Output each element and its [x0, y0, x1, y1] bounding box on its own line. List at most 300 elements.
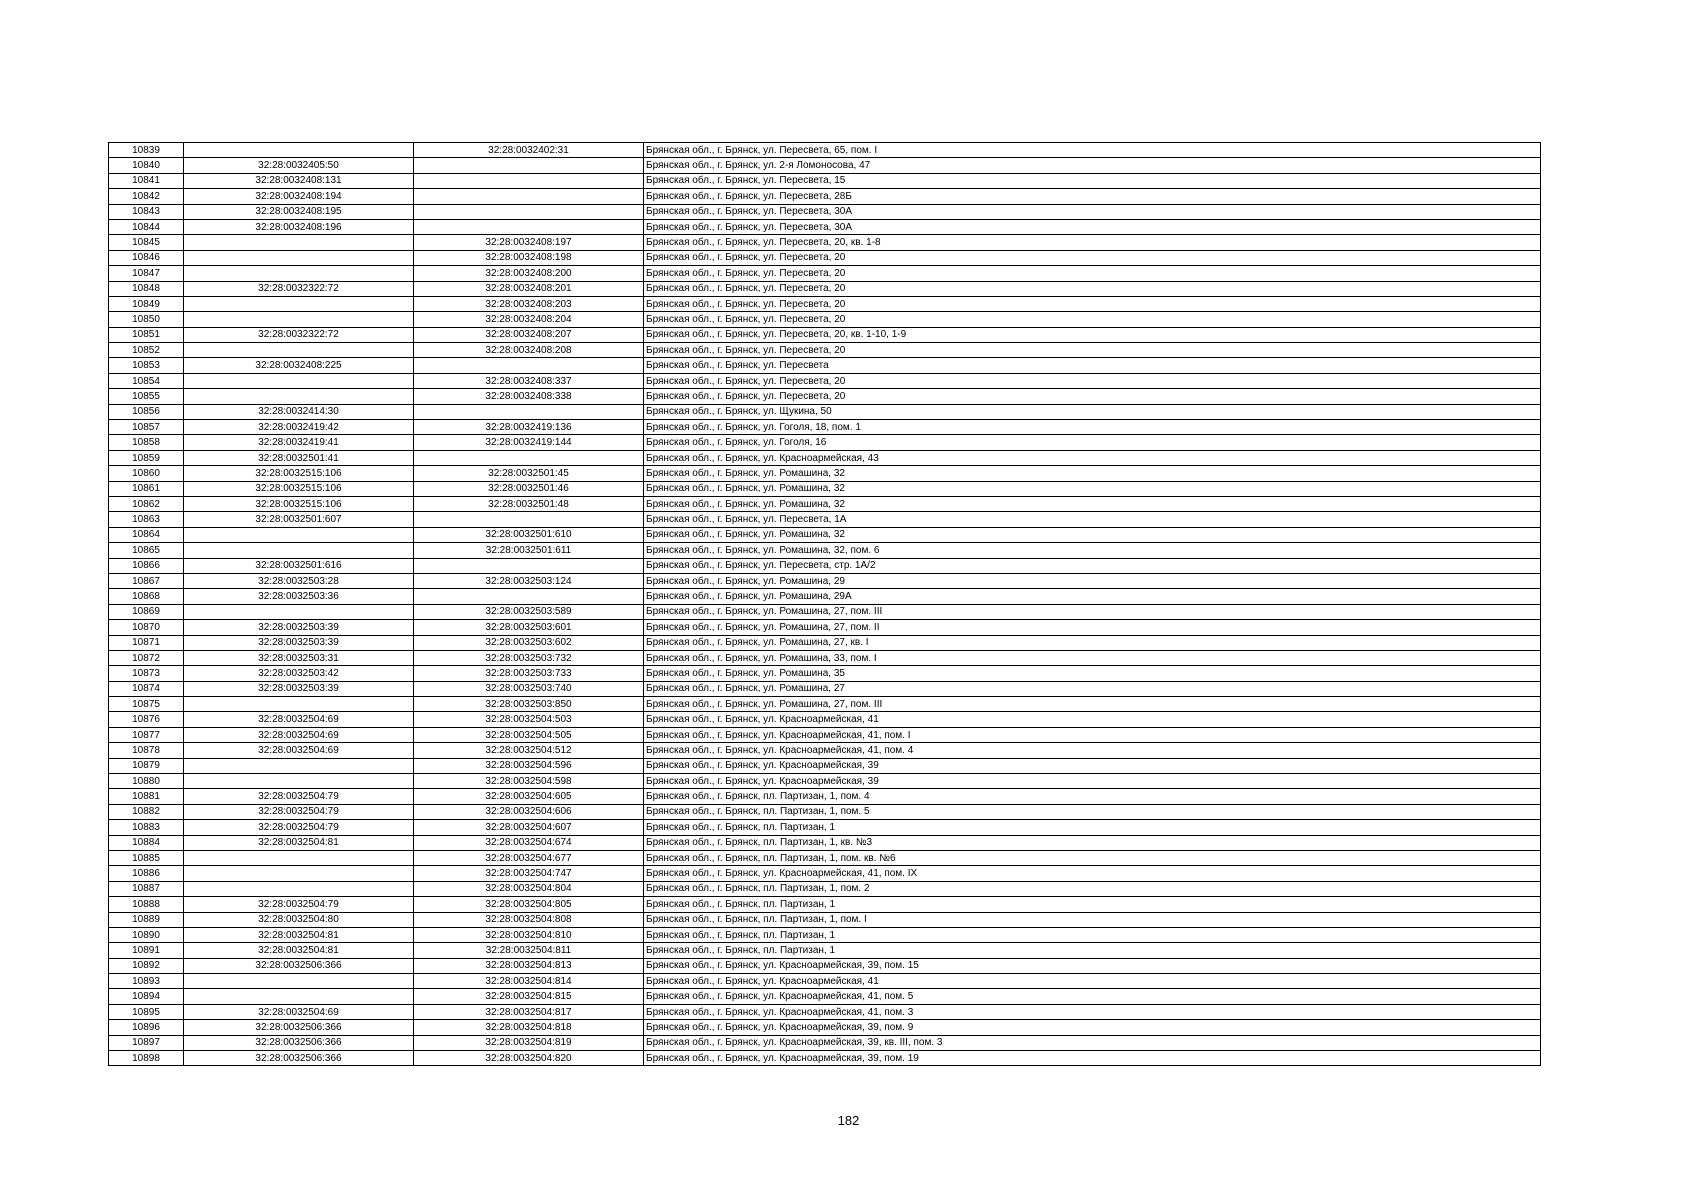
address-cell: Брянская обл., г. Брянск, ул. Красноармейская, 43: [644, 450, 1541, 465]
object-cadastral-number-cell: 32:28:0032408:204: [414, 312, 644, 327]
row-number-cell: 10850: [109, 312, 184, 327]
table-row: [109, 927, 1541, 942]
row-number-cell: 10895: [109, 1004, 184, 1019]
row-number-cell: 10880: [109, 774, 184, 789]
row-number-cell: 10849: [109, 296, 184, 311]
row-number-cell: 10893: [109, 974, 184, 989]
address-cell: Брянская обл., г. Брянск, пл. Партизан, 1, пом. 2: [644, 881, 1541, 896]
address-cell: Брянская обл., г. Брянск, ул. Пересвета, 20: [644, 296, 1541, 311]
address-cell: Брянская обл., г. Брянск, пл. Партизан, 1: [644, 943, 1541, 958]
cadastral-number-cell: 32:28:0032504:79: [184, 820, 414, 835]
address-cell: Брянская обл., г. Брянск, ул. Пересвета, стр. 1А/2: [644, 558, 1541, 573]
cadastral-number-cell: [184, 250, 414, 265]
table-row: [109, 389, 1541, 404]
object-cadastral-number-cell: 32:28:0032504:598: [414, 774, 644, 789]
table-row: [109, 850, 1541, 865]
cadastral-number-cell: 32:28:0032503:39: [184, 620, 414, 635]
table-row: [109, 1035, 1541, 1050]
cadastral-number-cell: 32:28:0032501:607: [184, 512, 414, 527]
object-cadastral-number-cell: [414, 558, 644, 573]
row-number-cell: 10860: [109, 466, 184, 481]
object-cadastral-number-cell: 32:28:0032504:813: [414, 958, 644, 973]
object-cadastral-number-cell: 32:28:0032501:46: [414, 481, 644, 496]
table-row: [109, 743, 1541, 758]
cadastral-number-cell: 32:28:0032503:28: [184, 573, 414, 588]
row-number-cell: 10869: [109, 604, 184, 619]
row-number-cell: 10883: [109, 820, 184, 835]
cadastral-number-cell: 32:28:0032408:194: [184, 189, 414, 204]
object-cadastral-number-cell: [414, 512, 644, 527]
object-cadastral-number-cell: [414, 204, 644, 219]
cadastral-number-cell: 32:28:0032506:366: [184, 958, 414, 973]
cadastral-number-cell: [184, 774, 414, 789]
object-cadastral-number-cell: [414, 158, 644, 173]
row-number-cell: 10842: [109, 189, 184, 204]
row-number-cell: 10888: [109, 897, 184, 912]
object-cadastral-number-cell: 32:28:0032503:732: [414, 650, 644, 665]
row-number-cell: 10863: [109, 512, 184, 527]
table-row: [109, 450, 1541, 465]
cadastral-number-cell: 32:28:0032503:36: [184, 589, 414, 604]
address-cell: Брянская обл., г. Брянск, ул. Пересвета, 20: [644, 373, 1541, 388]
row-number-cell: 10843: [109, 204, 184, 219]
object-cadastral-number-cell: [414, 173, 644, 188]
cadastral-number-cell: 32:28:0032503:31: [184, 650, 414, 665]
address-cell: Брянская обл., г. Брянск, ул. Ромашина, 32: [644, 466, 1541, 481]
address-cell: Брянская обл., г. Брянск, ул. Красноармейская, 41, пом. I: [644, 727, 1541, 742]
table-row: [109, 266, 1541, 281]
object-cadastral-number-cell: 32:28:0032503:589: [414, 604, 644, 619]
table-row: [109, 697, 1541, 712]
object-cadastral-number-cell: 32:28:0032504:804: [414, 881, 644, 896]
address-cell: Брянская обл., г. Брянск, пл. Партизан, 1: [644, 927, 1541, 942]
row-number-cell: 10885: [109, 850, 184, 865]
table-row: [109, 481, 1541, 496]
object-cadastral-number-cell: [414, 589, 644, 604]
address-cell: Брянская обл., г. Брянск, ул. Ромашина, 32: [644, 496, 1541, 511]
object-cadastral-number-cell: 32:28:0032408:208: [414, 343, 644, 358]
address-cell: Брянская обл., г. Брянск, ул. Пересвета, 30А: [644, 219, 1541, 234]
address-cell: Брянская обл., г. Брянск, ул. Пересвета, 20: [644, 312, 1541, 327]
cadastral-number-cell: 32:28:0032504:80: [184, 912, 414, 927]
table-row: [109, 1051, 1541, 1066]
row-number-cell: 10884: [109, 835, 184, 850]
row-number-cell: 10851: [109, 327, 184, 342]
row-number-cell: 10870: [109, 620, 184, 635]
row-number-cell: 10848: [109, 281, 184, 296]
address-cell: Брянская обл., г. Брянск, ул. Ромашина, 32: [644, 481, 1541, 496]
table-row: [109, 866, 1541, 881]
cadastral-number-cell: 32:28:0032419:41: [184, 435, 414, 450]
cadastral-number-cell: [184, 881, 414, 896]
address-cell: Брянская обл., г. Брянск, ул. Пересвета, 20: [644, 250, 1541, 265]
cadastral-number-cell: 32:28:0032504:69: [184, 1004, 414, 1019]
row-number-cell: 10841: [109, 173, 184, 188]
table-body: [109, 143, 1541, 1066]
row-number-cell: 10897: [109, 1035, 184, 1050]
row-number-cell: 10874: [109, 681, 184, 696]
row-number-cell: 10861: [109, 481, 184, 496]
cadastral-number-cell: 32:28:0032506:366: [184, 1051, 414, 1066]
address-cell: Брянская обл., г. Брянск, ул. Красноармейская, 41, пом. 4: [644, 743, 1541, 758]
cadastral-number-cell: [184, 266, 414, 281]
object-cadastral-number-cell: 32:28:0032504:503: [414, 712, 644, 727]
row-number-cell: 10878: [109, 743, 184, 758]
address-cell: Брянская обл., г. Брянск, ул. Пересвета, 20, кв. 1-8: [644, 235, 1541, 250]
object-cadastral-number-cell: 32:28:0032501:611: [414, 543, 644, 558]
row-number-cell: 10856: [109, 404, 184, 419]
table-row: [109, 327, 1541, 342]
object-cadastral-number-cell: 32:28:0032419:144: [414, 435, 644, 450]
object-cadastral-number-cell: 32:28:0032402:31: [414, 143, 644, 158]
row-number-cell: 10879: [109, 758, 184, 773]
row-number-cell: 10896: [109, 1020, 184, 1035]
address-cell: Брянская обл., г. Брянск, ул. Пересвета, 20: [644, 343, 1541, 358]
row-number-cell: 10845: [109, 235, 184, 250]
object-cadastral-number-cell: 32:28:0032504:810: [414, 927, 644, 942]
cadastral-number-cell: [184, 604, 414, 619]
row-number-cell: 10846: [109, 250, 184, 265]
object-cadastral-number-cell: [414, 358, 644, 373]
table-row: [109, 604, 1541, 619]
object-cadastral-number-cell: 32:28:0032408:198: [414, 250, 644, 265]
table-row: [109, 235, 1541, 250]
address-cell: Брянская обл., г. Брянск, ул. Ромашина, 32, пом. 6: [644, 543, 1541, 558]
object-cadastral-number-cell: 32:28:0032504:820: [414, 1051, 644, 1066]
table-row: [109, 989, 1541, 1004]
row-number-cell: 10868: [109, 589, 184, 604]
table-row: [109, 1004, 1541, 1019]
table-row: [109, 250, 1541, 265]
object-cadastral-number-cell: 32:28:0032504:505: [414, 727, 644, 742]
cadastral-number-cell: [184, 296, 414, 311]
table-row: [109, 466, 1541, 481]
object-cadastral-number-cell: 32:28:0032504:747: [414, 866, 644, 881]
object-cadastral-number-cell: 32:28:0032504:815: [414, 989, 644, 1004]
object-cadastral-number-cell: [414, 219, 644, 234]
table-row: [109, 219, 1541, 234]
row-number-cell: 10882: [109, 804, 184, 819]
cadastral-number-cell: 32:28:0032414:30: [184, 404, 414, 419]
table-row: [109, 512, 1541, 527]
object-cadastral-number-cell: 32:28:0032503:124: [414, 573, 644, 588]
object-cadastral-number-cell: 32:28:0032503:602: [414, 635, 644, 650]
object-cadastral-number-cell: 32:28:0032501:48: [414, 496, 644, 511]
row-number-cell: 10881: [109, 789, 184, 804]
table-row: [109, 620, 1541, 635]
object-cadastral-number-cell: 32:28:0032504:817: [414, 1004, 644, 1019]
row-number-cell: 10857: [109, 420, 184, 435]
table-row: [109, 343, 1541, 358]
object-cadastral-number-cell: 32:28:0032504:677: [414, 850, 644, 865]
row-number-cell: 10887: [109, 881, 184, 896]
cadastral-number-cell: 32:28:0032515:106: [184, 496, 414, 511]
page-number: 182: [837, 1113, 860, 1128]
object-cadastral-number-cell: 32:28:0032408:207: [414, 327, 644, 342]
cadastral-table: [108, 142, 1541, 1066]
table-row: [109, 789, 1541, 804]
table-row: [109, 635, 1541, 650]
row-number-cell: 10859: [109, 450, 184, 465]
cadastral-number-cell: [184, 758, 414, 773]
table-row: [109, 727, 1541, 742]
object-cadastral-number-cell: 32:28:0032504:811: [414, 943, 644, 958]
cadastral-number-cell: [184, 989, 414, 1004]
address-cell: Брянская обл., г. Брянск, пл. Партизан, 1, кв. №3: [644, 835, 1541, 850]
object-cadastral-number-cell: 32:28:0032408:338: [414, 389, 644, 404]
address-cell: Брянская обл., г. Брянск, ул. Красноармейская, 39, пом. 15: [644, 958, 1541, 973]
table-row: [109, 204, 1541, 219]
cadastral-number-cell: 32:28:0032503:39: [184, 681, 414, 696]
table-row: [109, 943, 1541, 958]
address-cell: Брянская обл., г. Брянск, ул. Ромашина, 27: [644, 681, 1541, 696]
table-row: [109, 296, 1541, 311]
row-number-cell: 10892: [109, 958, 184, 973]
object-cadastral-number-cell: 32:28:0032504:606: [414, 804, 644, 819]
object-cadastral-number-cell: [414, 450, 644, 465]
address-cell: Брянская обл., г. Брянск, пл. Партизан, 1, пом. 4: [644, 789, 1541, 804]
address-cell: Брянская обл., г. Брянск, ул. Красноармейская, 41: [644, 712, 1541, 727]
object-cadastral-number-cell: 32:28:0032504:605: [414, 789, 644, 804]
object-cadastral-number-cell: 32:28:0032504:674: [414, 835, 644, 850]
object-cadastral-number-cell: 32:28:0032408:197: [414, 235, 644, 250]
address-cell: Брянская обл., г. Брянск, ул. Ромашина, 27, пом. III: [644, 604, 1541, 619]
object-cadastral-number-cell: 32:28:0032504:818: [414, 1020, 644, 1035]
cadastral-number-cell: [184, 850, 414, 865]
table-row: [109, 158, 1541, 173]
row-number-cell: 10871: [109, 635, 184, 650]
table-row: [109, 712, 1541, 727]
address-cell: Брянская обл., г. Брянск, пл. Партизан, 1: [644, 820, 1541, 835]
table-row: [109, 527, 1541, 542]
object-cadastral-number-cell: 32:28:0032408:200: [414, 266, 644, 281]
cadastral-number-cell: 32:28:0032419:42: [184, 420, 414, 435]
table-row: [109, 496, 1541, 511]
cadastral-number-cell: [184, 543, 414, 558]
address-cell: Брянская обл., г. Брянск, ул. Пересвета, 65, пом. I: [644, 143, 1541, 158]
cadastral-number-cell: 32:28:0032408:196: [184, 219, 414, 234]
address-cell: Брянская обл., г. Брянск, ул. Ромашина, 35: [644, 666, 1541, 681]
cadastral-number-cell: 32:28:0032503:42: [184, 666, 414, 681]
row-number-cell: 10898: [109, 1051, 184, 1066]
address-cell: Брянская обл., г. Брянск, ул. Красноармейская, 39, пом. 19: [644, 1051, 1541, 1066]
row-number-cell: 10891: [109, 943, 184, 958]
address-cell: Брянская обл., г. Брянск, ул. Пересвета, 20: [644, 281, 1541, 296]
object-cadastral-number-cell: 32:28:0032408:203: [414, 296, 644, 311]
address-cell: Брянская обл., г. Брянск, ул. Пересвета, 28Б: [644, 189, 1541, 204]
table-row: [109, 820, 1541, 835]
object-cadastral-number-cell: 32:28:0032504:819: [414, 1035, 644, 1050]
cadastral-number-cell: [184, 866, 414, 881]
cadastral-number-cell: [184, 312, 414, 327]
table-row: [109, 543, 1541, 558]
address-cell: Брянская обл., г. Брянск, пл. Партизан, 1, пом. кв. №6: [644, 850, 1541, 865]
cadastral-number-cell: 32:28:0032504:69: [184, 743, 414, 758]
cadastral-number-cell: 32:28:0032504:79: [184, 897, 414, 912]
row-number-cell: 10866: [109, 558, 184, 573]
object-cadastral-number-cell: 32:28:0032504:814: [414, 974, 644, 989]
cadastral-number-cell: 32:28:0032504:69: [184, 727, 414, 742]
row-number-cell: 10865: [109, 543, 184, 558]
object-cadastral-number-cell: 32:28:0032503:740: [414, 681, 644, 696]
address-cell: Брянская обл., г. Брянск, ул. Красноармейская, 39, кв. III, пом. 3: [644, 1035, 1541, 1050]
object-cadastral-number-cell: 32:28:0032408:201: [414, 281, 644, 296]
address-cell: Брянская обл., г. Брянск, ул. Пересвета, 20, кв. 1-10, 1-9: [644, 327, 1541, 342]
address-cell: Брянская обл., г. Брянск, ул. 2-я Ломоносова, 47: [644, 158, 1541, 173]
address-cell: Брянская обл., г. Брянск, ул. Пересвета, 20: [644, 266, 1541, 281]
row-number-cell: 10855: [109, 389, 184, 404]
address-cell: Брянская обл., г. Брянск, пл. Партизан, 1, пом. I: [644, 912, 1541, 927]
address-cell: Брянская обл., г. Брянск, ул. Красноармейская, 41: [644, 974, 1541, 989]
row-number-cell: 10862: [109, 496, 184, 511]
cadastral-number-cell: 32:28:0032501:41: [184, 450, 414, 465]
cadastral-number-cell: 32:28:0032504:81: [184, 835, 414, 850]
table-row: [109, 404, 1541, 419]
table-row: [109, 358, 1541, 373]
cadastral-number-cell: 32:28:0032503:39: [184, 635, 414, 650]
table-row: [109, 373, 1541, 388]
row-number-cell: 10872: [109, 650, 184, 665]
address-cell: Брянская обл., г. Брянск, ул. Пересвета: [644, 358, 1541, 373]
address-cell: Брянская обл., г. Брянск, ул. Гоголя, 18, пом. 1: [644, 420, 1541, 435]
cadastral-number-cell: 32:28:0032504:79: [184, 789, 414, 804]
address-cell: Брянская обл., г. Брянск, ул. Пересвета, 15: [644, 173, 1541, 188]
table-row: [109, 666, 1541, 681]
row-number-cell: 10877: [109, 727, 184, 742]
cadastral-number-cell: 32:28:0032405:50: [184, 158, 414, 173]
cadastral-number-cell: [184, 143, 414, 158]
address-cell: Брянская обл., г. Брянск, ул. Ромашина, 29А: [644, 589, 1541, 604]
address-cell: Брянская обл., г. Брянск, ул. Ромашина, 29: [644, 573, 1541, 588]
table-row: [109, 835, 1541, 850]
cadastral-number-cell: [184, 235, 414, 250]
cadastral-number-cell: 32:28:0032515:106: [184, 481, 414, 496]
object-cadastral-number-cell: [414, 189, 644, 204]
object-cadastral-number-cell: 32:28:0032504:808: [414, 912, 644, 927]
cadastral-number-cell: 32:28:0032408:225: [184, 358, 414, 373]
cadastral-number-cell: 32:28:0032408:131: [184, 173, 414, 188]
address-cell: Брянская обл., г. Брянск, ул. Ромашина, 27, пом. II: [644, 620, 1541, 635]
row-number-cell: 10886: [109, 866, 184, 881]
table-row: [109, 435, 1541, 450]
object-cadastral-number-cell: 32:28:0032503:601: [414, 620, 644, 635]
table-row: [109, 774, 1541, 789]
address-cell: Брянская обл., г. Брянск, ул. Пересвета, 30А: [644, 204, 1541, 219]
address-cell: Брянская обл., г. Брянск, ул. Гоголя, 16: [644, 435, 1541, 450]
address-cell: Брянская обл., г. Брянск, ул. Пересвета, 20: [644, 389, 1541, 404]
table-row: [109, 189, 1541, 204]
address-cell: Брянская обл., г. Брянск, ул. Красноармейская, 39: [644, 774, 1541, 789]
object-cadastral-number-cell: 32:28:0032501:45: [414, 466, 644, 481]
address-cell: Брянская обл., г. Брянск, ул. Ромашина, 33, пом. I: [644, 650, 1541, 665]
row-number-cell: 10840: [109, 158, 184, 173]
table-row: [109, 589, 1541, 604]
row-number-cell: 10854: [109, 373, 184, 388]
table-row: [109, 173, 1541, 188]
table-row: [109, 758, 1541, 773]
cadastral-number-cell: 32:28:0032322:72: [184, 327, 414, 342]
address-cell: Брянская обл., г. Брянск, ул. Красноармейская, 41, пом. 3: [644, 1004, 1541, 1019]
table-row: [109, 958, 1541, 973]
address-cell: Брянская обл., г. Брянск, пл. Партизан, 1: [644, 897, 1541, 912]
cadastral-number-cell: [184, 389, 414, 404]
cadastral-number-cell: 32:28:0032506:366: [184, 1020, 414, 1035]
object-cadastral-number-cell: 32:28:0032501:610: [414, 527, 644, 542]
object-cadastral-number-cell: 32:28:0032419:136: [414, 420, 644, 435]
row-number-cell: 10875: [109, 697, 184, 712]
object-cadastral-number-cell: [414, 404, 644, 419]
object-cadastral-number-cell: 32:28:0032503:850: [414, 697, 644, 712]
object-cadastral-number-cell: 32:28:0032503:733: [414, 666, 644, 681]
address-cell: Брянская обл., г. Брянск, ул. Красноармейская, 41, пом. 5: [644, 989, 1541, 1004]
row-number-cell: 10894: [109, 989, 184, 1004]
cadastral-number-cell: 32:28:0032408:195: [184, 204, 414, 219]
table-row: [109, 650, 1541, 665]
cadastral-number-cell: 32:28:0032322:72: [184, 281, 414, 296]
cadastral-number-cell: [184, 974, 414, 989]
address-cell: Брянская обл., г. Брянск, ул. Пересвета, 1А: [644, 512, 1541, 527]
object-cadastral-number-cell: 32:28:0032504:805: [414, 897, 644, 912]
address-cell: Брянская обл., г. Брянск, ул. Ромашина, 27, пом. III: [644, 697, 1541, 712]
table-row: [109, 1020, 1541, 1035]
address-cell: Брянская обл., г. Брянск, ул. Красноармейская, 39, пом. 9: [644, 1020, 1541, 1035]
cadastral-number-cell: 32:28:0032504:81: [184, 927, 414, 942]
address-cell: Брянская обл., г. Брянск, ул. Ромашина, 32: [644, 527, 1541, 542]
address-cell: Брянская обл., г. Брянск, ул. Красноармейская, 39: [644, 758, 1541, 773]
table-row: [109, 420, 1541, 435]
row-number-cell: 10889: [109, 912, 184, 927]
cadastral-number-cell: 32:28:0032506:366: [184, 1035, 414, 1050]
row-number-cell: 10853: [109, 358, 184, 373]
cadastral-number-cell: 32:28:0032501:616: [184, 558, 414, 573]
table-row: [109, 312, 1541, 327]
table-row: [109, 804, 1541, 819]
cadastral-number-cell: [184, 373, 414, 388]
row-number-cell: 10873: [109, 666, 184, 681]
cadastral-number-cell: 32:28:0032515:106: [184, 466, 414, 481]
cadastral-number-cell: 32:28:0032504:69: [184, 712, 414, 727]
row-number-cell: 10852: [109, 343, 184, 358]
address-cell: Брянская обл., г. Брянск, ул. Ромашина, 27, кв. I: [644, 635, 1541, 650]
object-cadastral-number-cell: 32:28:0032408:337: [414, 373, 644, 388]
row-number-cell: 10844: [109, 219, 184, 234]
table-row: [109, 143, 1541, 158]
table-row: [109, 281, 1541, 296]
table-row: [109, 974, 1541, 989]
cadastral-number-cell: [184, 697, 414, 712]
row-number-cell: 10864: [109, 527, 184, 542]
cadastral-number-cell: [184, 343, 414, 358]
row-number-cell: 10847: [109, 266, 184, 281]
table-row: [109, 558, 1541, 573]
row-number-cell: 10876: [109, 712, 184, 727]
address-cell: Брянская обл., г. Брянск, ул. Щукина, 50: [644, 404, 1541, 419]
object-cadastral-number-cell: 32:28:0032504:512: [414, 743, 644, 758]
cadastral-number-cell: 32:28:0032504:81: [184, 943, 414, 958]
address-cell: Брянская обл., г. Брянск, ул. Красноармейская, 41, пом. IX: [644, 866, 1541, 881]
table-row: [109, 912, 1541, 927]
table-row: [109, 681, 1541, 696]
cadastral-number-cell: 32:28:0032504:79: [184, 804, 414, 819]
table-row: [109, 897, 1541, 912]
cadastral-number-cell: [184, 527, 414, 542]
row-number-cell: 10839: [109, 143, 184, 158]
table-row: [109, 573, 1541, 588]
row-number-cell: 10858: [109, 435, 184, 450]
row-number-cell: 10890: [109, 927, 184, 942]
table-row: [109, 881, 1541, 896]
object-cadastral-number-cell: 32:28:0032504:596: [414, 758, 644, 773]
